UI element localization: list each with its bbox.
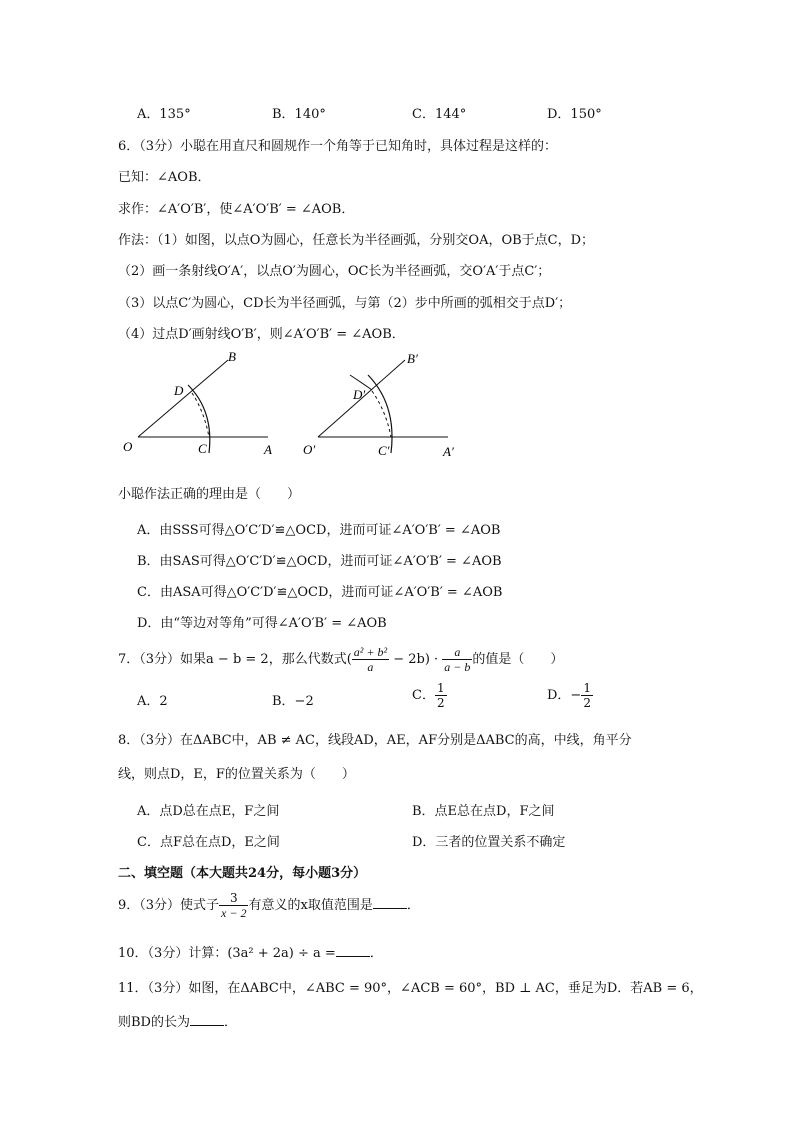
label-c: C: [198, 441, 207, 456]
q7-fraction-1: [352, 646, 389, 673]
label-a: A: [264, 442, 272, 457]
q10-answer-blank[interactable]: [336, 944, 370, 957]
q8-option-b: B．点E总在点D，F之间: [412, 804, 555, 819]
q11-answer-blank[interactable]: [190, 1013, 224, 1026]
q6-given: 已知：∠AOB．: [118, 170, 211, 185]
q7-frac2-den: a − b: [444, 660, 471, 674]
q6-figure-constructed-angle: [300, 345, 470, 460]
q11-end: ．: [223, 1015, 237, 1030]
label-b: B: [228, 349, 236, 364]
q7-option-d-frac: [581, 682, 593, 709]
q8-option-a: A．点D总在点E，F之间: [137, 804, 280, 819]
q6-option-b: B．由SAS可得△O′C′D′≌△OCD，进而可证∠A′O′B′ = ∠AOB: [137, 554, 502, 569]
label-d-prime: D′: [353, 387, 366, 402]
q9-stem: [118, 887, 420, 925]
q6-option-a: A．由SSS可得△O′C′D′≌△OCD，进而可证∠A′O′B′ = ∠AOB: [137, 523, 501, 538]
q7-option-a: A．2: [137, 694, 168, 709]
q10-text: 10．（3分）计算：(3a² + 2a) ÷ a =: [118, 946, 336, 961]
q9-post: 有意义的x取值范围是: [248, 898, 373, 913]
q6-step2: （2）画一条射线O′A′，以点O′为圆心，OC长为半径画弧，交O′A′于点C′；: [118, 264, 551, 279]
q9-num: 3: [219, 892, 248, 906]
q7-opt-c-den: 2: [436, 696, 445, 710]
q6-find: 求作：∠A′O′B′，使∠A′O′B′ = ∠AOB．: [118, 202, 355, 217]
q6-question: 小聪作法正确的理由是（ ）: [118, 487, 301, 502]
q7-option-b: B．−2: [272, 694, 314, 709]
q5-option-a: A．135°: [137, 107, 191, 122]
q7-stem: [118, 641, 563, 679]
label-c-prime: C′: [378, 443, 390, 458]
q8-line2: 线，则点D，E，F的位置关系为（ ）: [118, 767, 355, 782]
q6-step4: （4）过点D′画射线O′B′，则∠A′O′B′ = ∠AOB．: [118, 327, 405, 342]
segment-c-prime-d-prime: [372, 391, 391, 437]
q10-end: ．: [369, 946, 383, 961]
q9-end: ．: [406, 898, 420, 913]
q6-step3: （3）以点C′为圆心，CD长为半径画弧，与第（2）步中所画的弧相交于点D′；: [118, 296, 572, 311]
q9-answer-blank[interactable]: [373, 896, 407, 909]
section-2-heading: 二、填空题（本大题共24分，每小题3分）: [118, 866, 367, 881]
q7-fraction-2: [442, 646, 472, 673]
q11-line1: 11．（3分）如图，在ΔABC中，∠ABC = 90°，∠ACB = 60°，BD ⊥ AC，垂足为D．若AB = 6，: [118, 981, 703, 996]
q9-fraction: [219, 892, 248, 919]
q6-figure-original-angle: [118, 345, 288, 460]
q7-opt-d-den: 2: [583, 696, 591, 710]
q8-line1: 8．（3分）在ΔABC中，AB ≠ AC，线段AD，AE，AF分别是ΔABC的高，中线，角平分: [118, 733, 632, 748]
arc-c-prime: [368, 375, 392, 453]
ray-ob: [138, 360, 228, 437]
q6-stem: 6．（3分）小聪在用直尺和圆规作一个角等于已知角时，具体过程是这样的：: [118, 139, 558, 154]
q7-mid: − 2b) ·: [389, 652, 443, 667]
q7-frac1-den: a: [367, 660, 374, 674]
q8-option-d: D．三者的位置关系不确定: [412, 835, 566, 850]
q5-option-c: C．144°: [412, 107, 467, 122]
q7-option-d-label: D．−: [547, 688, 582, 703]
q7-option-c-label: C．: [412, 688, 435, 703]
label-b-prime: B′: [407, 351, 418, 366]
q6-step1: 作法：（1）如图，以点O为圆心，任意长为半径画弧，分别交OA，OB于点C，D；: [118, 233, 595, 248]
label-d: D: [174, 383, 184, 398]
q9-pre: 9．（3分）使式子: [118, 898, 220, 913]
q7-option-d: [547, 682, 593, 709]
q7-stem-pre: 7．（3分）如果a − b = 2，那么代数式(: [118, 652, 352, 667]
q7-option-c: [412, 682, 447, 709]
q7-stem-post: 的值是（ ）: [472, 652, 564, 667]
label-a-prime: A′: [443, 444, 454, 459]
q8-option-c: C．点F总在点D，E之间: [137, 835, 280, 850]
q11-line2: [118, 1011, 237, 1030]
q7-option-c-frac: [435, 682, 447, 709]
q10-stem: [118, 942, 383, 961]
q7-opt-d-num: 1: [583, 681, 591, 695]
q6-option-c: C．由ASA可得△O′C′D′≌△OCD，进而可证∠A′O′B′ = ∠AOB: [137, 585, 503, 600]
q5-option-b: B．140°: [272, 107, 326, 122]
q6-option-d: D．由“等边对等角”可得∠A′O′B′ = ∠AOB: [137, 616, 387, 631]
q7-opt-c-num: 1: [436, 681, 445, 695]
q9-den: x − 2: [221, 906, 247, 920]
q11-line2-text: 则BD的长为: [118, 1015, 190, 1030]
q7-frac2-num: a: [442, 646, 472, 660]
label-o-prime: O′: [303, 442, 316, 457]
label-o: O: [123, 439, 133, 454]
q7-frac1-num: a² + b²: [353, 645, 388, 659]
q5-option-d: D．150°: [547, 107, 602, 122]
